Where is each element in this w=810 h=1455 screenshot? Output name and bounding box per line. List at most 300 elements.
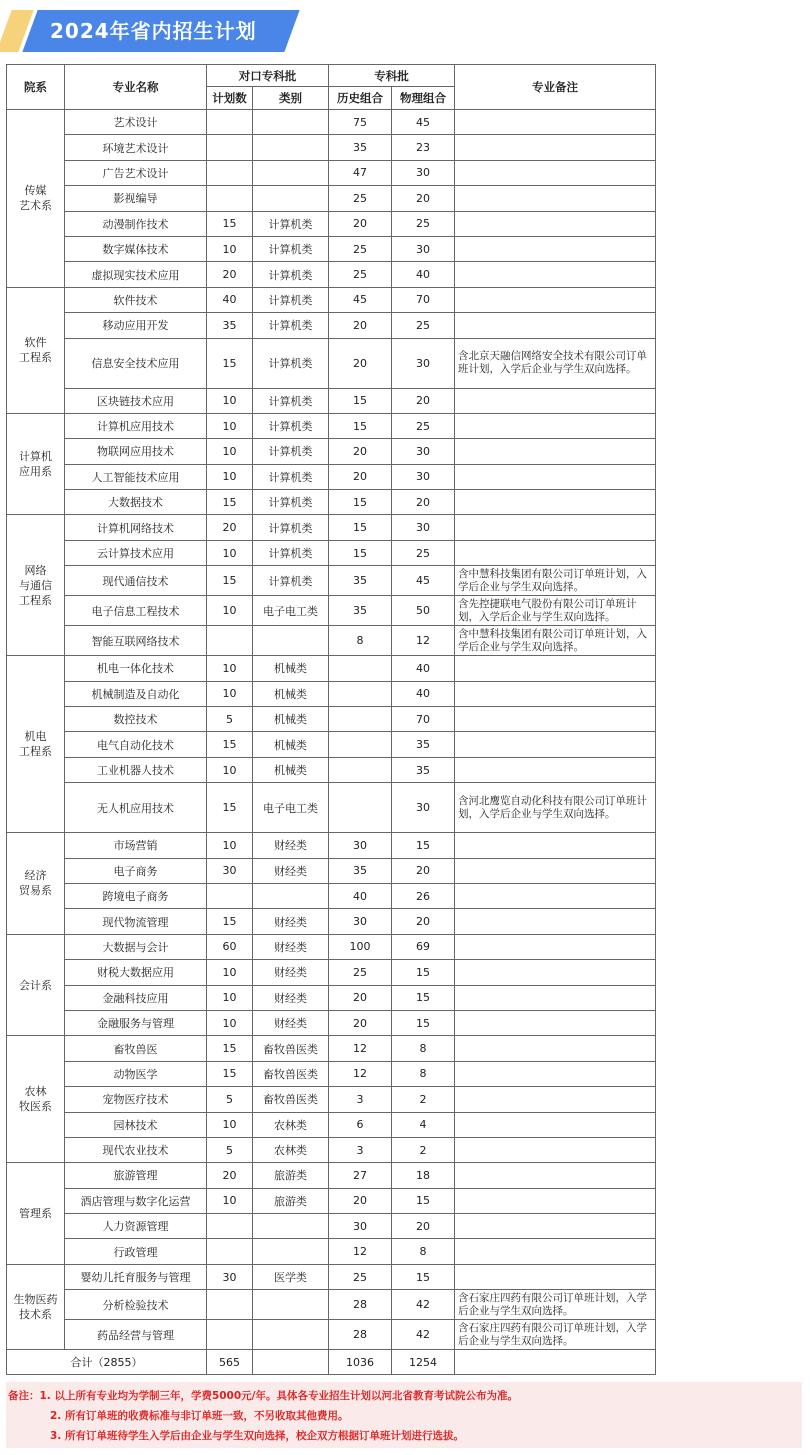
table-row (7, 1087, 656, 1112)
history-combo-cell (329, 707, 392, 732)
category-cell: 计算机类 (253, 236, 329, 261)
history-combo-cell: 20 (329, 1188, 392, 1213)
note-cell (455, 287, 656, 312)
dept-cell: 会计系 (7, 934, 65, 1036)
major-cell: 市场营销 (65, 833, 207, 858)
major-cell: 数控技术 (65, 707, 207, 732)
history-combo-cell: 28 (329, 1320, 392, 1350)
table-row (7, 160, 656, 185)
note-cell (455, 883, 656, 908)
plan-count-cell: 10 (207, 413, 253, 438)
table-row (7, 388, 656, 413)
category-cell: 机械类 (253, 707, 329, 732)
major-cell: 计算机网络技术 (65, 515, 207, 540)
physics-combo-cell: 30 (392, 464, 455, 489)
note-cell (455, 858, 656, 883)
note-cell (455, 413, 656, 438)
physics-combo-cell: 30 (392, 160, 455, 185)
page-title: 2024年省内招生计划 (50, 19, 257, 43)
major-cell: 金融科技应用 (65, 985, 207, 1010)
table-row (7, 985, 656, 1010)
dept-cell: 传媒 艺术系 (7, 110, 65, 288)
history-combo-cell: 12 (329, 1036, 392, 1061)
major-cell: 现代物流管理 (65, 909, 207, 934)
note-cell: 含先控捷联电气股份有限公司订单班计划，入学后企业与学生双向选择。 (455, 596, 656, 626)
table-row (7, 287, 656, 312)
history-combo-cell: 25 (329, 236, 392, 261)
total-label: 合计（2855） (7, 1350, 207, 1375)
table-row (7, 338, 656, 388)
footnote-box (6, 1382, 802, 1448)
category-cell: 财经类 (253, 960, 329, 985)
table-row (7, 883, 656, 908)
physics-combo-cell: 69 (392, 934, 455, 959)
table-row (7, 1163, 656, 1188)
table-row (7, 1214, 656, 1239)
table-row (7, 681, 656, 706)
major-cell: 电子商务 (65, 858, 207, 883)
header-category: 类别 (253, 87, 329, 110)
physics-combo-cell: 18 (392, 1163, 455, 1188)
note-cell (455, 1188, 656, 1213)
major-cell: 大数据技术 (65, 490, 207, 515)
total-row (7, 1350, 656, 1375)
plan-count-cell: 30 (207, 858, 253, 883)
history-combo-cell: 30 (329, 909, 392, 934)
note-cell (455, 186, 656, 211)
history-combo-cell: 15 (329, 540, 392, 565)
history-combo-cell: 45 (329, 287, 392, 312)
table-row (7, 1320, 656, 1350)
history-combo-cell: 15 (329, 413, 392, 438)
note-cell (455, 757, 656, 782)
table-row (7, 464, 656, 489)
major-cell: 酒店管理与数字化运营 (65, 1188, 207, 1213)
category-cell: 机械类 (253, 732, 329, 757)
major-cell: 药品经营与管理 (65, 1320, 207, 1350)
note-cell (455, 540, 656, 565)
history-combo-cell: 15 (329, 490, 392, 515)
major-cell: 园林技术 (65, 1112, 207, 1137)
plan-count-cell: 15 (207, 909, 253, 934)
history-combo-cell: 35 (329, 858, 392, 883)
category-cell (253, 186, 329, 211)
table-row (7, 1188, 656, 1213)
category-cell: 计算机类 (253, 388, 329, 413)
history-combo-cell: 35 (329, 596, 392, 626)
history-combo-cell: 47 (329, 160, 392, 185)
physics-combo-cell: 35 (392, 732, 455, 757)
history-combo-cell: 15 (329, 515, 392, 540)
physics-combo-cell: 20 (392, 388, 455, 413)
history-combo-cell: 15 (329, 388, 392, 413)
plan-count-cell: 15 (207, 566, 253, 596)
table-row (7, 566, 656, 596)
history-combo-cell: 25 (329, 1264, 392, 1289)
note-cell (455, 464, 656, 489)
note-cell (455, 1239, 656, 1264)
major-cell: 现代通信技术 (65, 566, 207, 596)
history-combo-cell: 20 (329, 211, 392, 236)
history-combo-cell: 30 (329, 1214, 392, 1239)
history-combo-cell: 20 (329, 985, 392, 1010)
table-row (7, 236, 656, 261)
major-cell: 金融服务与管理 (65, 1010, 207, 1035)
major-cell: 无人机应用技术 (65, 783, 207, 833)
plan-count-cell: 15 (207, 211, 253, 236)
physics-combo-cell: 15 (392, 1188, 455, 1213)
plan-count-cell: 10 (207, 681, 253, 706)
category-cell: 电子电工类 (253, 596, 329, 626)
plan-count-cell: 10 (207, 236, 253, 261)
dept-cell: 经济 贸易系 (7, 833, 65, 935)
dept-cell: 管理系 (7, 1163, 65, 1265)
physics-combo-cell: 15 (392, 833, 455, 858)
note-cell (455, 515, 656, 540)
header-plan-count: 计划数 (207, 87, 253, 110)
major-cell: 现代农业技术 (65, 1137, 207, 1162)
plan-count-cell: 10 (207, 1188, 253, 1213)
category-cell: 财经类 (253, 833, 329, 858)
table-row (7, 439, 656, 464)
category-cell (253, 160, 329, 185)
category-cell (253, 1214, 329, 1239)
category-cell: 农林类 (253, 1137, 329, 1162)
plan-count-cell: 10 (207, 960, 253, 985)
dept-cell: 软件 工程系 (7, 287, 65, 413)
major-cell: 软件技术 (65, 287, 207, 312)
history-combo-cell: 35 (329, 135, 392, 160)
physics-combo-cell: 20 (392, 490, 455, 515)
history-combo-cell: 27 (329, 1163, 392, 1188)
table-row (7, 186, 656, 211)
physics-combo-cell: 20 (392, 909, 455, 934)
dept-cell: 机电 工程系 (7, 656, 65, 833)
header-group-zhuanke: 专科批 (329, 65, 455, 87)
category-cell: 畜牧兽医类 (253, 1087, 329, 1112)
major-cell: 宠物医疗技术 (65, 1087, 207, 1112)
physics-combo-cell: 25 (392, 211, 455, 236)
history-combo-cell (329, 681, 392, 706)
category-cell: 财经类 (253, 1010, 329, 1035)
footnote-line-2: 2. 所有订单班的收费标准与非订单班一致，不另收取其他费用。 (50, 1410, 349, 1422)
note-cell (455, 909, 656, 934)
physics-combo-cell: 20 (392, 1214, 455, 1239)
category-cell: 财经类 (253, 985, 329, 1010)
table-row (7, 490, 656, 515)
plan-count-cell: 15 (207, 1061, 253, 1086)
table-row (7, 515, 656, 540)
table-body (7, 110, 656, 1375)
history-combo-cell: 3 (329, 1087, 392, 1112)
history-combo-cell: 28 (329, 1290, 392, 1320)
note-cell (455, 1087, 656, 1112)
plan-count-cell (207, 160, 253, 185)
category-cell: 财经类 (253, 934, 329, 959)
category-cell: 计算机类 (253, 413, 329, 438)
major-cell: 跨境电子商务 (65, 883, 207, 908)
note-cell (455, 732, 656, 757)
plan-count-cell (207, 186, 253, 211)
total-history-combo: 1036 (329, 1350, 392, 1375)
plan-count-cell: 10 (207, 757, 253, 782)
plan-count-cell: 60 (207, 934, 253, 959)
category-cell (253, 1239, 329, 1264)
table-row (7, 540, 656, 565)
major-cell: 影视编导 (65, 186, 207, 211)
note-cell: 含中慧科技集团有限公司订单班计划，入学后企业与学生双向选择。 (455, 566, 656, 596)
plan-count-cell: 35 (207, 313, 253, 338)
major-cell: 物联网应用技术 (65, 439, 207, 464)
physics-combo-cell: 26 (392, 883, 455, 908)
major-cell: 信息安全技术应用 (65, 338, 207, 388)
major-cell: 人力资源管理 (65, 1214, 207, 1239)
table-row (7, 732, 656, 757)
note-cell: 含中慧科技集团有限公司订单班计划，入学后企业与学生双向选择。 (455, 626, 656, 656)
note-cell: 含石家庄四药有限公司订单班计划，入学后企业与学生双向选择。 (455, 1290, 656, 1320)
history-combo-cell: 20 (329, 439, 392, 464)
note-cell (455, 681, 656, 706)
history-combo-cell: 8 (329, 626, 392, 656)
header-note: 专业备注 (455, 65, 656, 110)
plan-count-cell: 10 (207, 656, 253, 681)
category-cell: 计算机类 (253, 566, 329, 596)
plan-count-cell: 20 (207, 515, 253, 540)
history-combo-cell: 20 (329, 338, 392, 388)
plan-count-cell: 10 (207, 1112, 253, 1137)
note-cell: 含石家庄四药有限公司订单班计划，入学后企业与学生双向选择。 (455, 1320, 656, 1350)
plan-count-cell: 15 (207, 338, 253, 388)
note-cell (455, 1112, 656, 1137)
table-row (7, 313, 656, 338)
note-cell (455, 833, 656, 858)
total-physics-combo: 1254 (392, 1350, 455, 1375)
major-cell: 艺术设计 (65, 110, 207, 135)
major-cell: 环境艺术设计 (65, 135, 207, 160)
category-cell: 畜牧兽医类 (253, 1036, 329, 1061)
major-cell: 婴幼儿托育服务与管理 (65, 1264, 207, 1289)
total-category (253, 1350, 329, 1375)
physics-combo-cell: 30 (392, 515, 455, 540)
physics-combo-cell: 8 (392, 1061, 455, 1086)
major-cell: 旅游管理 (65, 1163, 207, 1188)
category-cell: 财经类 (253, 909, 329, 934)
major-cell: 云计算技术应用 (65, 540, 207, 565)
plan-count-cell: 40 (207, 287, 253, 312)
history-combo-cell: 20 (329, 313, 392, 338)
physics-combo-cell: 25 (392, 540, 455, 565)
physics-combo-cell: 2 (392, 1087, 455, 1112)
table-row (7, 262, 656, 287)
table-row (7, 1137, 656, 1162)
note-cell (455, 1137, 656, 1162)
note-cell (455, 388, 656, 413)
plan-count-cell: 10 (207, 833, 253, 858)
physics-combo-cell: 12 (392, 626, 455, 656)
physics-combo-cell: 4 (392, 1112, 455, 1137)
physics-combo-cell: 15 (392, 960, 455, 985)
physics-combo-cell: 45 (392, 566, 455, 596)
history-combo-cell: 100 (329, 934, 392, 959)
history-combo-cell (329, 757, 392, 782)
physics-combo-cell: 70 (392, 287, 455, 312)
dept-cell: 网络 与通信 工程系 (7, 515, 65, 656)
physics-combo-cell: 45 (392, 110, 455, 135)
physics-combo-cell: 40 (392, 262, 455, 287)
table-row (7, 1239, 656, 1264)
note-cell (455, 135, 656, 160)
history-combo-cell: 3 (329, 1137, 392, 1162)
dept-cell: 生物医药 技术系 (7, 1264, 65, 1349)
header-major: 专业名称 (65, 65, 207, 110)
major-cell: 虚拟现实技术应用 (65, 262, 207, 287)
table-row (7, 1264, 656, 1289)
major-cell: 行政管理 (65, 1239, 207, 1264)
major-cell: 广告艺术设计 (65, 160, 207, 185)
history-combo-cell: 20 (329, 464, 392, 489)
plan-count-cell (207, 626, 253, 656)
table-row (7, 833, 656, 858)
note-cell: 含河北鹰览自动化科技有限公司订单班计划，入学后企业与学生双向选择。 (455, 783, 656, 833)
note-cell (455, 1214, 656, 1239)
history-combo-cell: 25 (329, 960, 392, 985)
plan-count-cell: 10 (207, 540, 253, 565)
category-cell: 计算机类 (253, 313, 329, 338)
note-cell (455, 1163, 656, 1188)
major-cell: 智能互联网络技术 (65, 626, 207, 656)
physics-combo-cell: 50 (392, 596, 455, 626)
table-row (7, 858, 656, 883)
category-cell: 机械类 (253, 757, 329, 782)
dept-cell: 计算机 应用系 (7, 413, 65, 515)
note-cell (455, 1036, 656, 1061)
plan-count-cell: 30 (207, 1264, 253, 1289)
category-cell (253, 1320, 329, 1350)
physics-combo-cell: 70 (392, 707, 455, 732)
note-cell (455, 707, 656, 732)
major-cell: 财税大数据应用 (65, 960, 207, 985)
note-cell (455, 1061, 656, 1086)
major-cell: 机械制造及自动化 (65, 681, 207, 706)
table-row (7, 596, 656, 626)
plan-count-cell: 5 (207, 707, 253, 732)
category-cell: 电子电工类 (253, 783, 329, 833)
history-combo-cell: 20 (329, 1010, 392, 1035)
physics-combo-cell: 30 (392, 338, 455, 388)
physics-combo-cell: 23 (392, 135, 455, 160)
table-row (7, 211, 656, 236)
note-cell: 含北京天融信网络安全技术有限公司订单班计划，入学后企业与学生双向选择。 (455, 338, 656, 388)
physics-combo-cell: 30 (392, 236, 455, 261)
plan-count-cell: 15 (207, 732, 253, 757)
physics-combo-cell: 40 (392, 681, 455, 706)
note-cell (455, 262, 656, 287)
note-cell (455, 656, 656, 681)
major-cell: 计算机应用技术 (65, 413, 207, 438)
header-dept: 院系 (7, 65, 65, 110)
plan-count-cell (207, 883, 253, 908)
note-cell (455, 211, 656, 236)
table-row (7, 707, 656, 732)
major-cell: 移动应用开发 (65, 313, 207, 338)
category-cell (253, 626, 329, 656)
category-cell (253, 1290, 329, 1320)
table-row (7, 1112, 656, 1137)
total-plan-count: 565 (207, 1350, 253, 1375)
table-row (7, 783, 656, 833)
note-cell (455, 1264, 656, 1289)
note-cell (455, 985, 656, 1010)
major-cell: 分析检验技术 (65, 1290, 207, 1320)
history-combo-cell (329, 656, 392, 681)
history-combo-cell: 25 (329, 186, 392, 211)
history-combo-cell: 12 (329, 1061, 392, 1086)
category-cell: 医学类 (253, 1264, 329, 1289)
footnote-line-3: 3. 所有订单班待学生入学后由企业与学生双向选择，校企双方根据订单班计划进行选拔。 (50, 1430, 464, 1442)
physics-combo-cell: 40 (392, 656, 455, 681)
major-cell: 大数据与会计 (65, 934, 207, 959)
category-cell: 计算机类 (253, 490, 329, 515)
major-cell: 工业机器人技术 (65, 757, 207, 782)
table-row (7, 1010, 656, 1035)
table-row (7, 1036, 656, 1061)
plan-count-cell (207, 1214, 253, 1239)
history-combo-cell: 75 (329, 110, 392, 135)
note-cell (455, 1010, 656, 1035)
plan-count-cell (207, 1239, 253, 1264)
note-cell (455, 934, 656, 959)
physics-combo-cell: 20 (392, 858, 455, 883)
plan-count-cell: 20 (207, 1163, 253, 1188)
header-physics-combo: 物理组合 (392, 87, 455, 110)
major-cell: 人工智能技术应用 (65, 464, 207, 489)
plan-count-cell: 10 (207, 439, 253, 464)
history-combo-cell: 40 (329, 883, 392, 908)
physics-combo-cell: 42 (392, 1290, 455, 1320)
physics-combo-cell: 20 (392, 186, 455, 211)
table-row (7, 110, 656, 135)
category-cell: 旅游类 (253, 1188, 329, 1213)
category-cell: 计算机类 (253, 262, 329, 287)
enrollment-plan-table (6, 64, 656, 1375)
history-combo-cell: 12 (329, 1239, 392, 1264)
physics-combo-cell: 42 (392, 1320, 455, 1350)
note-cell (455, 490, 656, 515)
plan-count-cell: 10 (207, 1010, 253, 1035)
physics-combo-cell: 8 (392, 1239, 455, 1264)
physics-combo-cell: 30 (392, 783, 455, 833)
section-header (0, 10, 320, 52)
table-row (7, 934, 656, 959)
history-combo-cell (329, 783, 392, 833)
category-cell: 旅游类 (253, 1163, 329, 1188)
plan-count-cell: 15 (207, 783, 253, 833)
note-cell (455, 236, 656, 261)
physics-combo-cell: 15 (392, 1264, 455, 1289)
plan-count-cell (207, 135, 253, 160)
note-cell (455, 160, 656, 185)
table-row (7, 1290, 656, 1320)
table-row (7, 413, 656, 438)
plan-count-cell: 5 (207, 1137, 253, 1162)
major-cell: 动漫制作技术 (65, 211, 207, 236)
header-group-duikou: 对口专科批 (207, 65, 329, 87)
plan-count-cell: 10 (207, 464, 253, 489)
category-cell: 畜牧兽医类 (253, 1061, 329, 1086)
plan-count-cell (207, 110, 253, 135)
category-cell (253, 110, 329, 135)
plan-count-cell: 15 (207, 490, 253, 515)
